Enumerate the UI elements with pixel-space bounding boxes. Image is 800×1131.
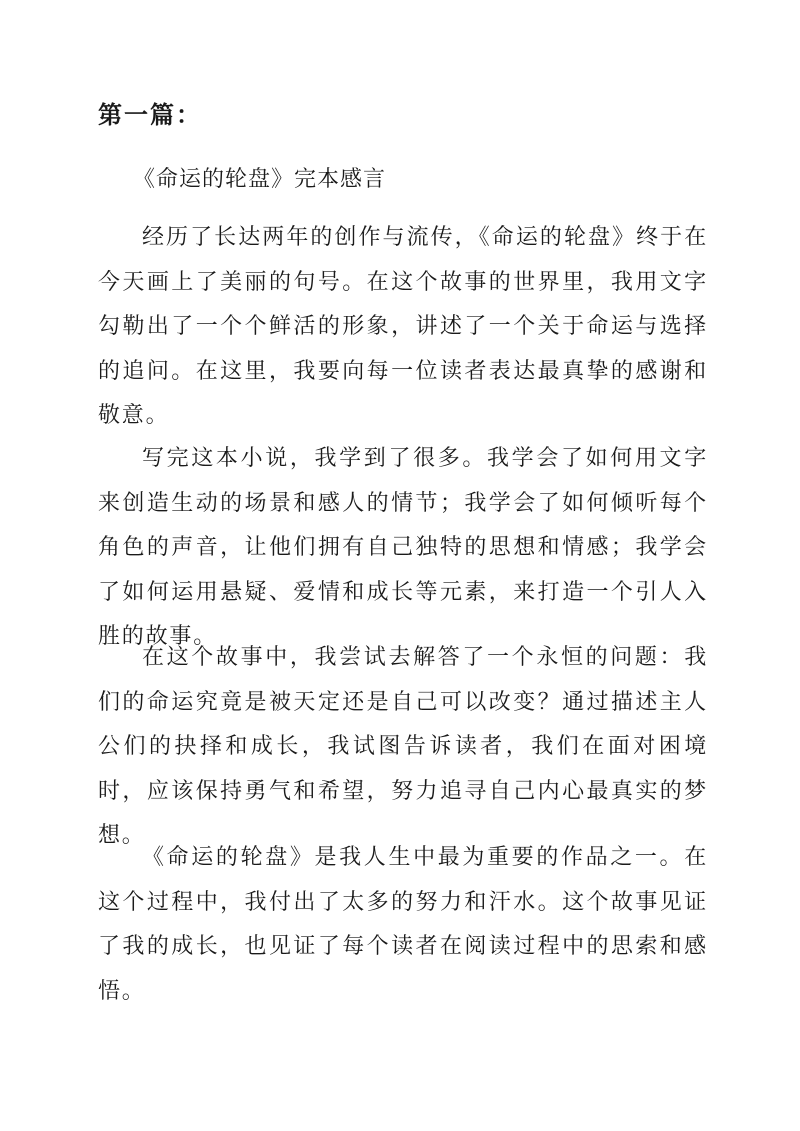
chapter-heading: 第一篇： [98,100,202,129]
paragraph-4: 《命运的轮盘》是我人生中最为重要的作品之一。在这个过程中，我付出了太多的努力和汗水。这个故事见证了我的成长，也见证了每个读者在阅读过程中的思索和感悟。 [98,845,708,1004]
paragraph-3: 在这个故事中，我尝试去解答了一个永恒的问题：我们的命运究竟是被天定还是自己可以改变？通过描述主人公们的抉择和成长，我试图告诉读者，我们在面对困境时，应该保持勇气和希望，努力追寻自己内心最真实的梦想。 [98,645,708,848]
paragraph-1: 经历了长达两年的创作与流传，《命运的轮盘》终于在今天画上了美丽的句号。在这个故事的世界里，我用文字勾勒出了一个个鲜活的形象，讲述了一个关于命运与选择的追问。在这里，我要向每一位读者表达最真挚的感谢和敬意。 [98,225,708,428]
paragraph-2: 写完这本小说，我学到了很多。我学会了如何用文字来创造生动的场景和感人的情节；我学会了如何倾听每个角色的声音，让他们拥有自己独特的思想和情感；我学会了如何运用悬疑、爱情和成长等元素，来打造一个引人入胜的故事。 [98,446,708,649]
document-subtitle: 《命运的轮盘》完本感言 [133,167,387,192]
